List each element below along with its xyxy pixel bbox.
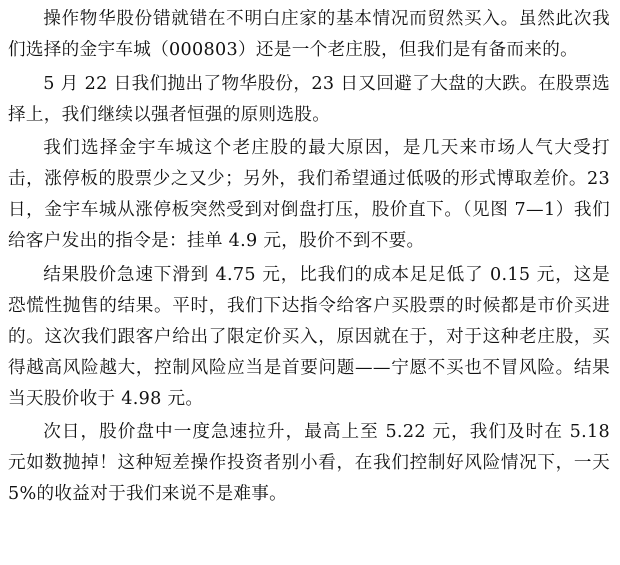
paragraph: 5 月 22 日我们抛出了物华股份，23 日又回避了大盘的大跌。在股票选择上，我们继续以强者恒强的原则选股。 <box>8 73 610 125</box>
paragraph: 我们选择金宇车城这个老庄股的最大原因，是几天来市场人气大受打击，涨停板的股票少之又少；另外，我们希望通过低吸的形式博取差价。23 日，金宇车城从涨停板突然受到对倒盘打压，股价直下。（见图 7—1）我们给客户发出的指令是：挂单 4.9 元，股价不到不要。 <box>8 138 610 251</box>
paragraph: 结果股价急速下滑到 4.75 元，比我们的成本足足低了 0.15 元，这是恐慌性抛售的结果。平时，我们下达指令给客户买股票的时候都是市价买进的。这次我们跟客户给出了限定价买入，原因就在于，对于这种老庄股，买得越高风险越大，控制风险应当是首要问题——宁愿不买也不冒风险。结果当天股价收于 4.98 元。 <box>8 264 610 409</box>
paragraph: 次日，股价盘中一度急速拉升，最高上至 5.22 元，我们及时在 5.18 元如数抛掉！这种短差操作投资者别小看，在我们控制好风险情况下，一天 5%的收益对于我们来说不是难事。 <box>8 422 610 504</box>
paragraph: 操作物华股份错就错在不明白庄家的基本情况而贸然买入。虽然此次我们选择的金宇车城（000803）还是一个老庄股，但我们是有备而来的。 <box>8 9 610 60</box>
